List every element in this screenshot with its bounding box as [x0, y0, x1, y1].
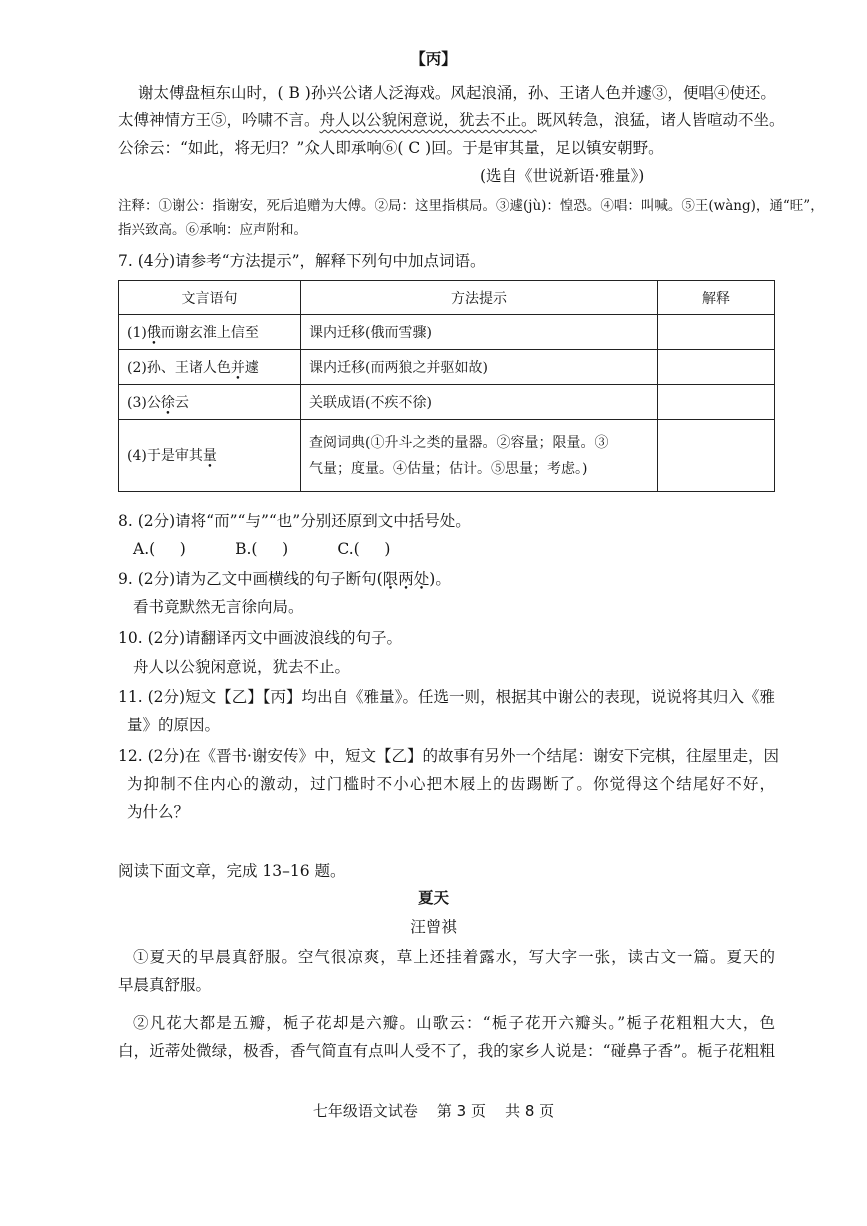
article-paragraph-line: 白，近蒂处微绿，极香，香气简直有点叫人受不了，我的家乡人说是：“碰鼻子香”。栀子花粗粗 — [118, 1042, 775, 1060]
dotted-word: 处 — [413, 570, 430, 588]
table-header: 解释 — [658, 281, 775, 315]
table-header-row — [119, 281, 775, 315]
answer-cell[interactable] — [658, 385, 775, 420]
table-header: 方法提示 — [301, 281, 658, 315]
question-12-line: 为什么？ — [127, 803, 190, 821]
sentence-cell: (2)孙、王诸人色并遽 — [119, 350, 301, 385]
table-header: 文言语句 — [119, 281, 301, 315]
footer-subject: 七年级语文试卷 — [312, 1102, 418, 1120]
dotted-word: 并 — [230, 360, 245, 376]
dotted-word: 徐 — [160, 395, 175, 411]
reading-instruction: 阅读下面文章，完成 13–16 题。 — [118, 862, 346, 880]
table-row — [119, 385, 775, 420]
answer-cell[interactable] — [658, 350, 775, 385]
hint-cell: 关联成语(不疾不徐) — [301, 385, 658, 420]
question-7-stem: 7. (4分)请参考“方法提示”，解释下列句中加点词语。 — [118, 252, 486, 270]
sentence-cell: (4)于是审其量 — [119, 420, 301, 492]
hint-cell: 查阅词典(①升斗之类的量器。②容量；限量。③ 气量；度量。④估量；估计。⑤思量；考虑。) — [301, 420, 658, 492]
hint-cell: 课内迁移(而两狼之并驱如故) — [301, 350, 658, 385]
method-table — [118, 280, 775, 492]
question-9-stem: 9. (2分)请为乙文中画横线的句子断句(限两处)。 — [118, 570, 451, 588]
dotted-word: 限 — [382, 570, 399, 588]
annotation-line: 注释：①谢公：指谢安，死后追赠为大傅。②局：这里指棋局。③遽(jù)：惶恐。④唱：叫喊。⑤王(wàng)，通“旺”， — [118, 198, 824, 214]
sentence-cell: (1)俄而谢玄淮上信至 — [119, 315, 301, 350]
table-row — [119, 420, 775, 492]
question-10-text: 舟人以公貌闲意说，犹去不止。 — [133, 658, 351, 676]
passage-line: 公徐云：“如此，将无归？”众人即承响⑥( C )回。于是审其量，足以镇安朝野。 — [118, 139, 664, 157]
table-row — [119, 350, 775, 385]
table-row — [119, 315, 775, 350]
article-author: 汪曾祺 — [410, 918, 457, 936]
question-8-blanks[interactable]: A.( ) B.( ) C.( ) — [133, 540, 391, 558]
hint-cell: 课内迁移(俄而雪骤) — [301, 315, 658, 350]
article-title: 夏天 — [417, 888, 449, 907]
sentence-cell: (3)公徐云 — [119, 385, 301, 420]
question-12-line: 为抑制不住内心的激动，过门槛时不小心把木屐上的齿踢断了。你觉得这个结尾好不好， — [127, 775, 775, 793]
question-9-text: 看书竟默然无言徐向局。 — [133, 598, 304, 616]
source-citation: (选自《世说新语·雅量》) — [480, 167, 645, 185]
page-footer — [0, 1100, 867, 1122]
question-11-line: 11. (2分)短文【乙】【丙】均出自《雅量》。任选一则，根据其中谢公的表现，说说将其归入《雅 — [118, 688, 775, 706]
passage-text: 太傅神情方王⑤，吟啸不言。 — [118, 111, 320, 129]
question-10-stem: 10. (2分)请翻译丙文中画波浪线的句子。 — [118, 629, 403, 647]
dotted-word: 两 — [398, 570, 414, 588]
footer-total-pages: 共 8 页 — [505, 1102, 555, 1120]
answer-cell[interactable] — [658, 315, 775, 350]
article-paragraph-line: 早晨真舒服。 — [118, 976, 212, 994]
answer-cell[interactable] — [658, 420, 775, 492]
wavy-underlined-sentence: 舟人以公貌闲意说，犹去不止。 — [319, 111, 537, 129]
passage-text: 既风转急，浪猛，诸人皆喧动不坐。 — [536, 111, 785, 129]
question-12-line: 12. (2分)在《晋书·谢安传》中，短文【乙】的故事有另外一个结尾：谢安下完棋，往屋里走，因 — [118, 747, 779, 765]
article-paragraph-line: ②凡花大都是五瓣，栀子花却是六瓣。山歌云：“栀子花开六瓣头。”栀子花粗粗大大，色 — [133, 1014, 775, 1032]
section-title: 【丙】 — [410, 49, 457, 68]
passage-line: 谢太傅盘桓东山时，( B )孙兴公诸人泛海戏。风起浪涌，孙、王诸人色并遽③，便唱④使还。 — [138, 84, 776, 102]
passage-line — [118, 109, 785, 131]
annotation-line: 指兴致高。⑥承响：应声附和。 — [118, 222, 307, 238]
footer-page-number: 第 3 页 — [436, 1102, 486, 1120]
dotted-word: 俄 — [146, 325, 161, 341]
article-paragraph-line: ①夏天的早晨真舒服。空气很凉爽，草上还挂着露水，写大字一张，读古文一篇。夏天的 — [133, 948, 775, 966]
dotted-word: 量 — [202, 447, 217, 464]
question-8-stem: 8. (2分)请将“而”“与”“也”分别还原到文中括号处。 — [118, 512, 471, 530]
question-11-line: 量》的原因。 — [127, 716, 221, 734]
